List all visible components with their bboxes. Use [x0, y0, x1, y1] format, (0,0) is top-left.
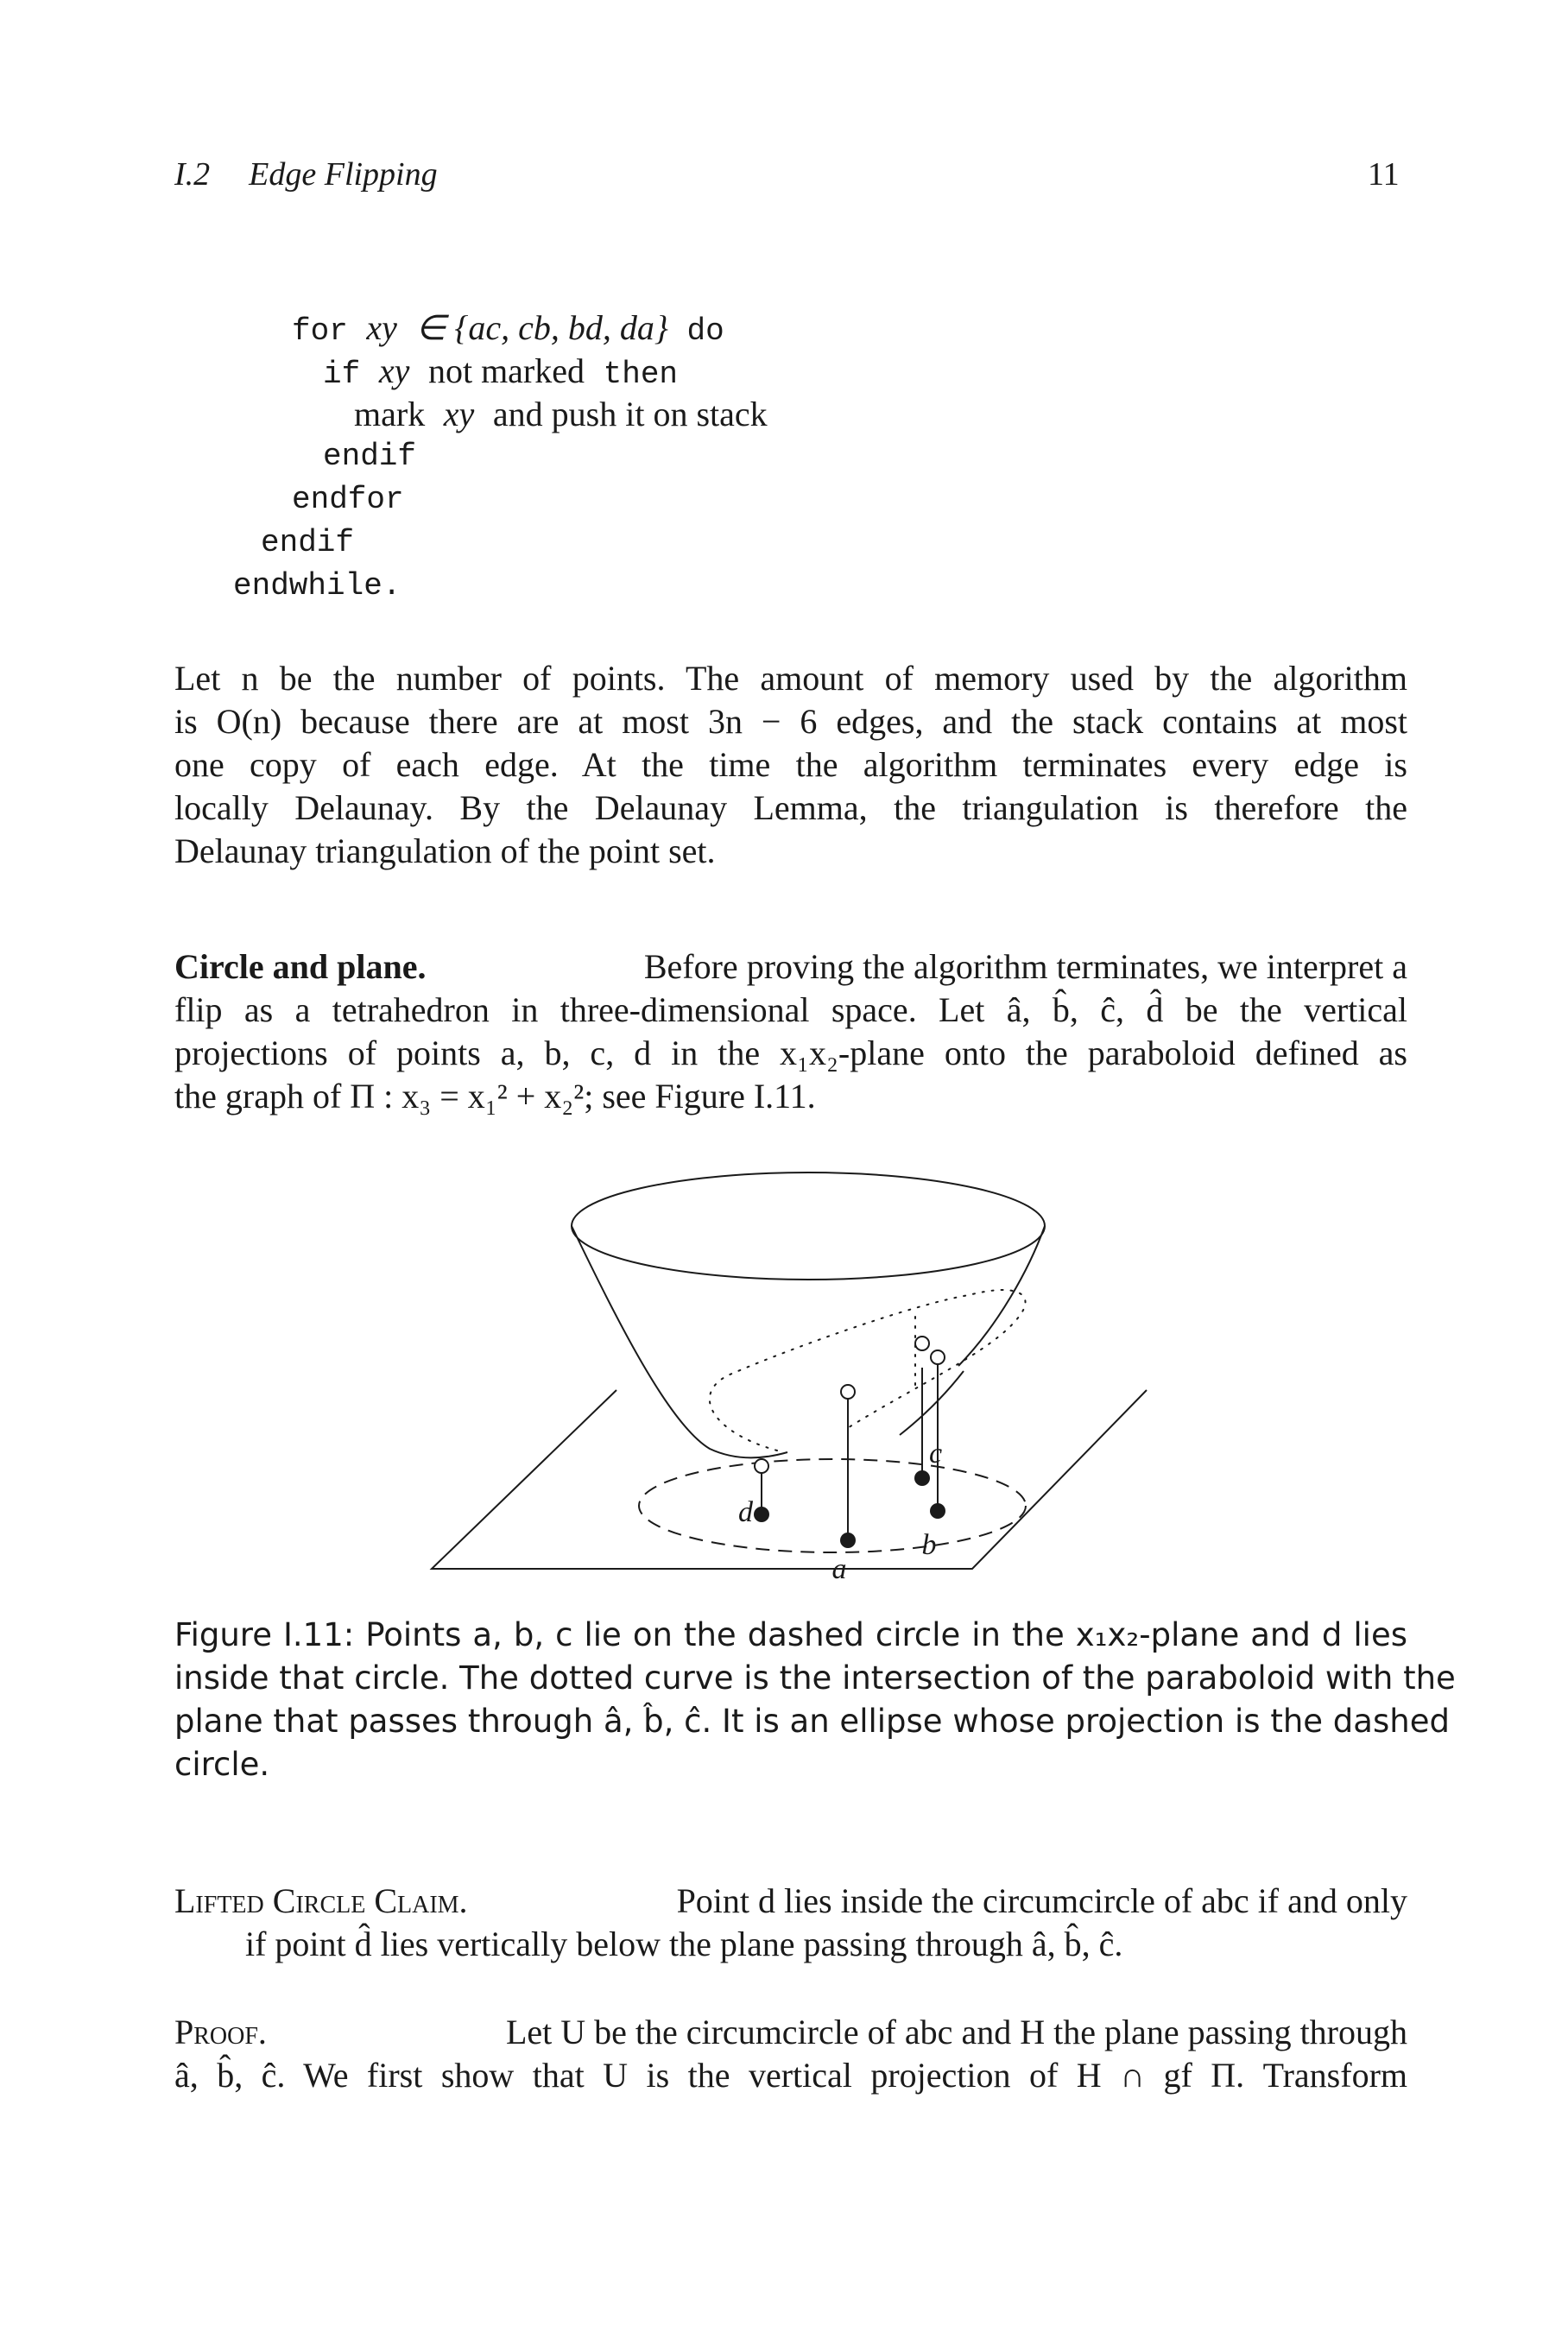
text-line: flip as a tetrahedron in three-dimensional space. Let â, b̂, ĉ, d̂ be the vertical	[174, 990, 1407, 1029]
label-d: d	[738, 1496, 753, 1528]
paraboloid-right-lower	[900, 1371, 964, 1435]
caption-line: plane that passes through â, b̂, ĉ. It is an ellipse whose projection is the dashed	[174, 1703, 1450, 1740]
paraboloid-rim	[572, 1172, 1045, 1280]
text-line: projections of points a, b, c, d in the x₁x₂-plane onto the paraboloid defined as	[174, 1033, 1407, 1072]
point-a	[840, 1533, 856, 1548]
code-line-4: endif	[323, 439, 417, 474]
claim-heading: Lifted Circle Claim.	[174, 1881, 468, 1920]
paraboloid-right-side	[958, 1226, 1045, 1366]
label-a: a	[831, 1553, 847, 1585]
code-line-5: endfor	[292, 482, 404, 517]
text-line: if point d̂ lies vertically below the plane passing through â, b̂, ĉ.	[245, 1925, 1123, 1963]
point-c-hat	[915, 1337, 929, 1350]
point-d-hat	[755, 1459, 768, 1473]
text-line: â, b̂, ĉ. We first show that U is the vertical projection of H ∩ gf Π. Transform	[174, 2056, 1407, 2095]
dotted-intersection-curve	[710, 1290, 1026, 1451]
point-c	[914, 1470, 930, 1486]
caption-line: Figure I.11: Points a, b, c lie on the dashed circle in the x₁x₂-plane and d lies	[174, 1616, 1407, 1653]
text-line: Proof. Let U be the circumcircle of abc and H the plane passing through	[174, 2013, 1407, 2051]
point-b-hat	[931, 1350, 945, 1364]
text-line: Lifted Circle Claim. Point d lies inside the circumcircle of abc if and only	[174, 1881, 1407, 1920]
text-line: Circle and plane. Before proving the algorithm terminates, we interpret a	[174, 947, 1407, 986]
proof-heading: Proof.	[174, 2013, 267, 2051]
code-line-7: endwhile.	[233, 568, 401, 604]
section-title: Edge Flipping	[249, 156, 438, 193]
paraboloid-left-side	[572, 1226, 787, 1457]
text-line: is O(n) because there are at most 3n − 6 edges, and the stack contains at most	[174, 702, 1407, 741]
point-d	[754, 1507, 769, 1522]
text-line: Delaunay triangulation of the point set.	[174, 831, 716, 870]
paragraph-heading: Circle and plane.	[174, 947, 427, 986]
text-line: one copy of each edge. At the time the algorithm terminates every edge is	[174, 745, 1407, 784]
caption-line: inside that circle. The dotted curve is the intersection of the paraboloid with the	[174, 1659, 1456, 1697]
dashed-circle	[639, 1459, 1026, 1552]
text-line: the graph of Π : x₃ = x₁² + x₂²; see Figure I.11.	[174, 1077, 816, 1116]
caption-line: circle.	[174, 1746, 270, 1783]
text-line: Let n be the number of points. The amount of memory used by the algorithm	[174, 659, 1407, 698]
code-line-3: mark xy and push it on stack	[354, 395, 768, 433]
figure-paraboloid	[414, 1140, 1174, 1589]
plane-outline	[432, 1390, 1147, 1569]
code-line-2: if xy not marked then	[323, 351, 679, 392]
page-number: 11	[1368, 156, 1400, 193]
code-line-1: for xy ∈ {ac, cb, bd, da} do	[292, 308, 724, 349]
point-b	[930, 1503, 945, 1519]
text-line: locally Delaunay. By the Delaunay Lemma, the triangulation is therefore the	[174, 788, 1407, 827]
running-header	[174, 155, 438, 193]
section-number: I.2	[174, 156, 211, 193]
code-line-6: endif	[261, 525, 355, 560]
label-c: c	[929, 1438, 943, 1470]
label-b: b	[921, 1529, 937, 1561]
point-a-hat	[841, 1385, 855, 1399]
